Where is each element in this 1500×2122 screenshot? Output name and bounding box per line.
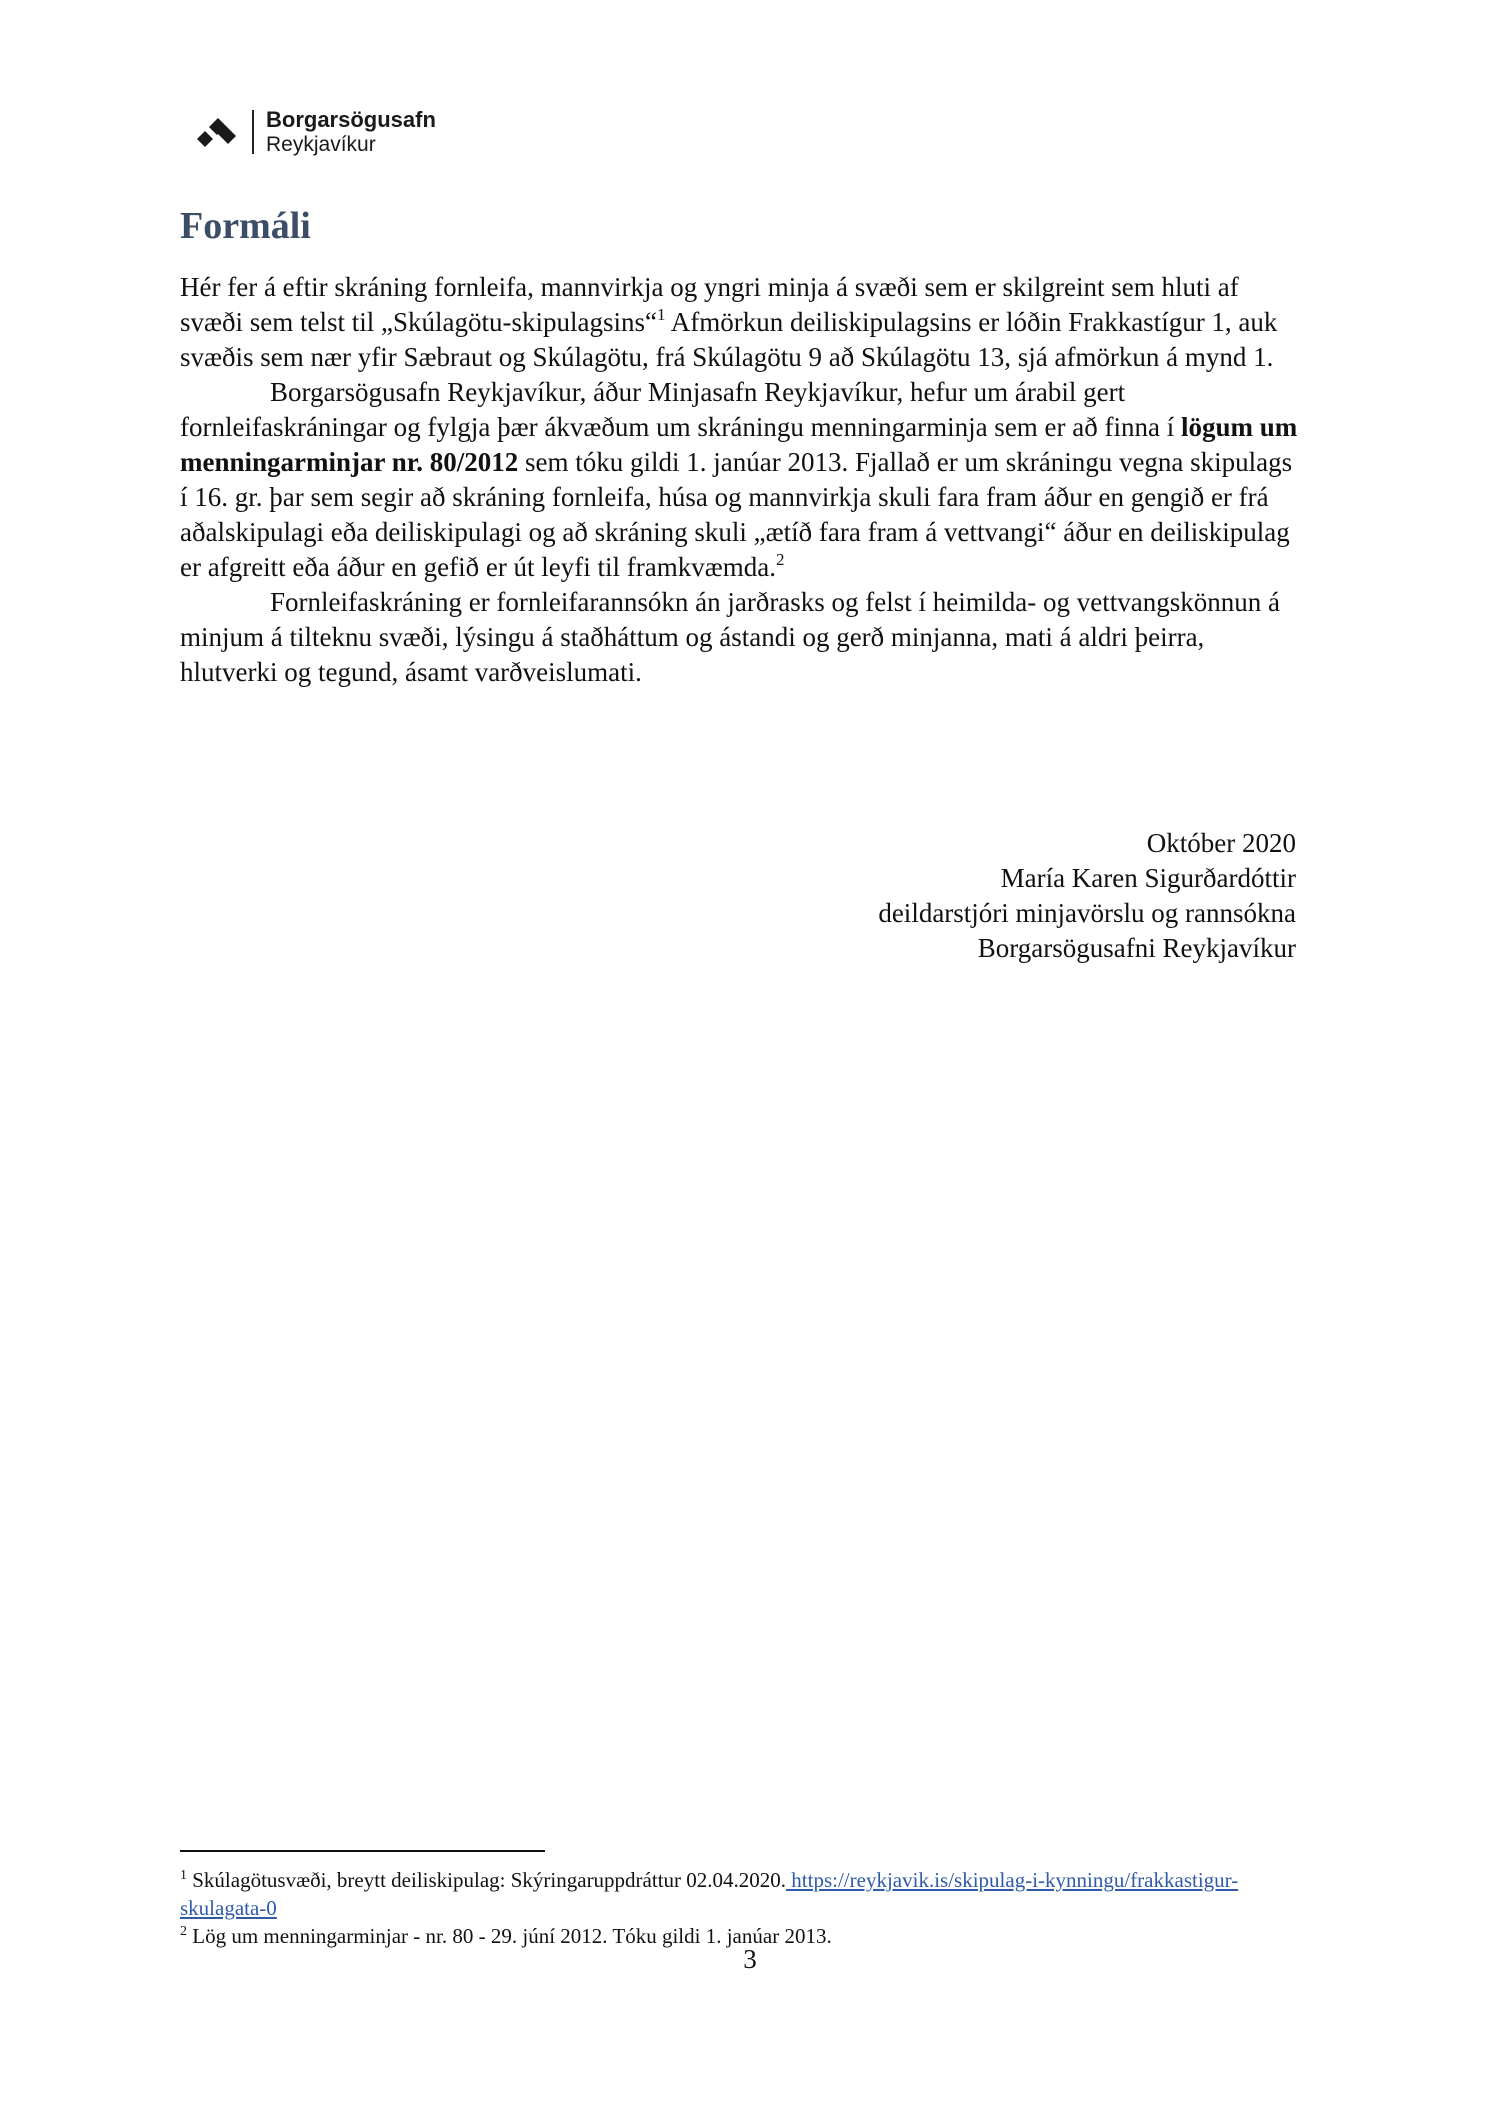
logo-city: Reykjavíkur bbox=[266, 132, 376, 156]
footnote-2-text: Lög um menningarminjar - nr. 80 - 29. júní 2012. Tóku gildi 1. janúar 2013. bbox=[187, 1924, 832, 1948]
signature-block bbox=[878, 826, 1296, 966]
signature-date: Október 2020 bbox=[1146, 828, 1296, 858]
signature-name: María Karen Sigurðardóttir bbox=[1000, 863, 1296, 893]
footnote-divider bbox=[180, 1850, 545, 1852]
footnote-1 bbox=[180, 1866, 1300, 1922]
footnote-ref-2[interactable]: 2 bbox=[776, 550, 785, 569]
body-text bbox=[180, 270, 1300, 690]
paragraph-2-text-cont: sem tóku gildi 1. janúar 2013. Fjallað er um skráningu vegna skipulags í 16. gr. þar sem segir að skráning fornleifa, húsa og mannvirkja skuli fara fram áður en gengið er frá aðalskipulagi eða deiliskipulagi og að skráning skuli „ætíð fara fram á vettvangi“ áður en deiliskipulag er afgreitt eða áður en gefið er út leyfi til framkvæmda. bbox=[180, 447, 1293, 582]
law-reference: lögum um menningarminjar nr. 80/2012 bbox=[180, 412, 1298, 477]
chevron-logo-icon bbox=[194, 109, 240, 155]
footnote-ref-1[interactable]: 1 bbox=[656, 305, 666, 324]
paragraph-2 bbox=[180, 375, 1300, 585]
signature-role: deildarstjóri minjavörslu og rannsókna bbox=[878, 898, 1296, 928]
footnote-1-text: Skúlagötusvæði, breytt deiliskipulag: Skýringaruppdráttur 02.04.2020. bbox=[187, 1868, 787, 1892]
paragraph-3: Fornleifaskráning er fornleifarannsókn án jarðrasks og felst í heimilda- og vettvangskönnun á minjum á tilteknu svæði, lýsingu á staðháttum og ástandi og gerð minjanna, mati á aldri þeirra, hlutverki og tegund, ásamt varðveislumati. bbox=[180, 587, 1280, 687]
footnotes bbox=[180, 1866, 1300, 1950]
page-title: Formáli bbox=[180, 205, 311, 247]
paragraph-2-text: Borgarsögusafn Reykjavíkur, áður Minjasafn Reykjavíkur, hefur um árabil gert fornleifaskráningar og fylgja þær ákvæðum um skráningu menningarminja sem er að finna í bbox=[180, 377, 1181, 442]
page-number: 3 bbox=[743, 1944, 757, 1974]
signature-org: Borgarsögusafni Reykjavíkur bbox=[977, 933, 1296, 963]
logo-name: Borgarsögusafn bbox=[266, 107, 436, 133]
paragraph-1 bbox=[180, 270, 1300, 375]
logo-divider bbox=[252, 110, 254, 154]
footnote-1-number: 1 bbox=[180, 1868, 187, 1883]
footnote-1-link[interactable]: https://reykjavik.is/skipulag-i-kynningu/frakkastigur-skulagata-0 bbox=[180, 1868, 1239, 1920]
logo bbox=[194, 104, 436, 160]
paragraph-1-text: Hér fer á eftir skráning fornleifa, mannvirkja og yngri minja á svæði sem er skilgreint sem hluti af svæði sem telst til „Skúlagötu-skipulagsins“ bbox=[180, 272, 1239, 337]
paragraph-1-text-cont: Afmörkun deiliskipulagsins er lóðin Frakkastígur 1, auk svæðis sem nær yfir Sæbraut og Skúlagötu, frá Skúlagötu 9 að Skúlagötu 13, sjá afmörkun á mynd 1. bbox=[180, 307, 1278, 372]
footnote-2-number: 2 bbox=[180, 1924, 187, 1939]
logo-text bbox=[266, 108, 436, 155]
